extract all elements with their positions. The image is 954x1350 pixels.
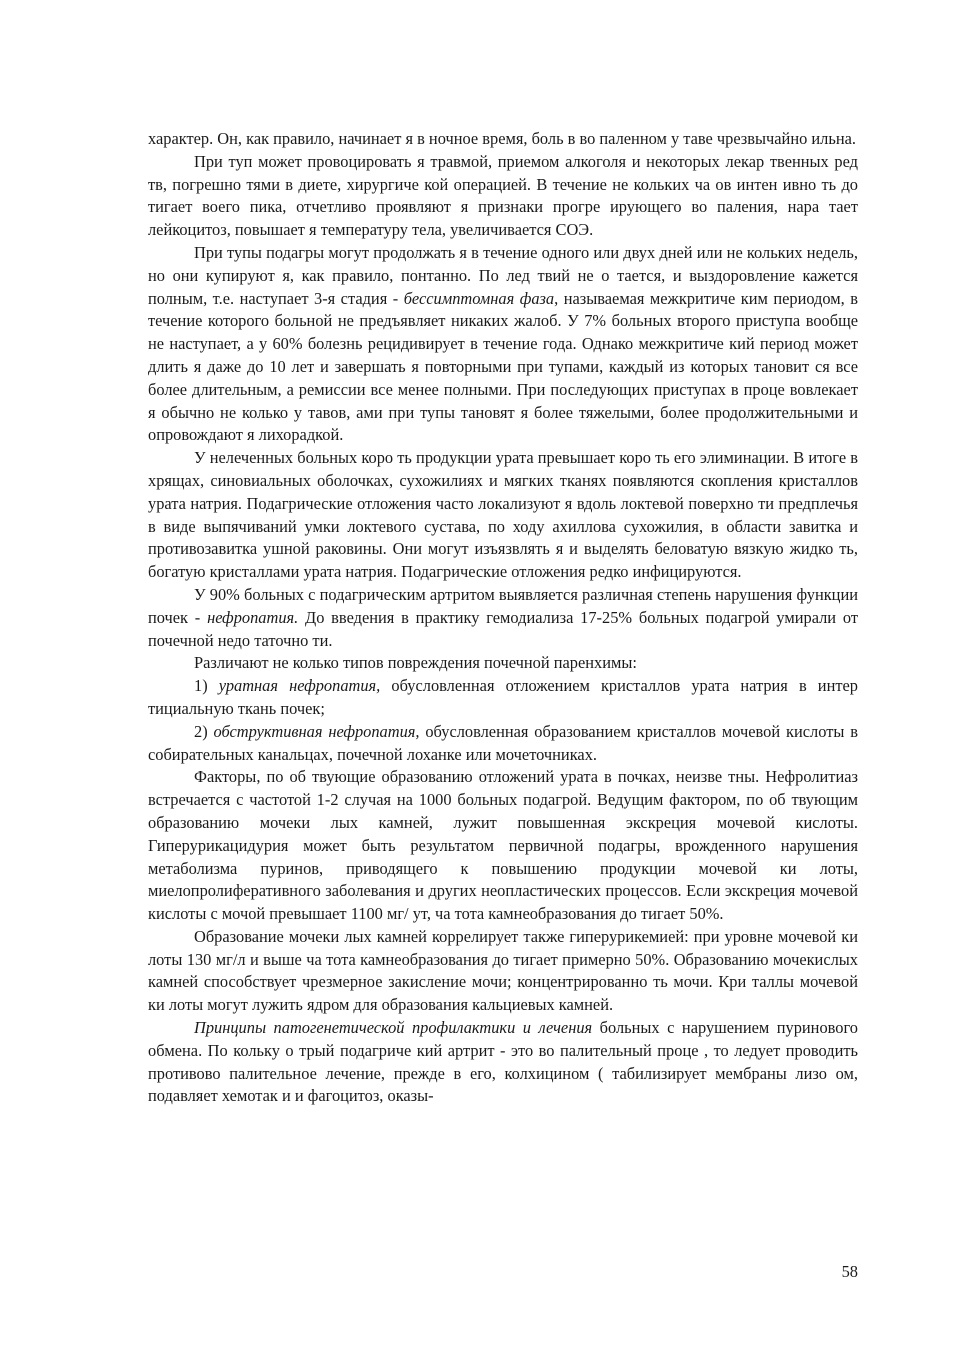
text-run: До введения в практику гемодиализа 17-25% больных подагрой умирали от почечной недо таточно ти. bbox=[148, 607, 858, 650]
paragraph bbox=[148, 1017, 858, 1108]
paragraph bbox=[148, 584, 858, 652]
paragraph bbox=[148, 151, 858, 242]
italic-text: бессимптомная фаза bbox=[403, 288, 555, 308]
italic-text: Принципы патогенетической профилактики и лечения bbox=[194, 1018, 593, 1038]
paragraph bbox=[148, 766, 858, 926]
text-run: Факторы, по об твующие образованию отложений урата в почках, неизве тны. Нефролитиаз встречается с частотой 1-2 случая на 1000 больных подагрой. Ведущим фактором, по об твующим образованию мочеки лых камней, лужит повышенная экскреция мочевой кислоты. Гиперурикацидурия может быть результатом первичной подагры, врожденного нарушения метаболизма пуринов, приводящего к повышению продукции мочевой ки лоты, миелопролиферативного заболевания и других неопластических процессов. Если экскреция мочевой кислоты с мочой превышает 1100 мг/ ут, ча тота камнеобразования до тигает 50%. bbox=[148, 767, 858, 924]
body-text bbox=[148, 128, 858, 1108]
text-run: У 90% больных с подагрическим артритом выявляется различная степень нарушения функции почек - bbox=[148, 584, 858, 627]
paragraph bbox=[148, 128, 858, 151]
text-run: обусловленная отложением кристаллов урата натрия в интер тициальную ткань почек; bbox=[148, 676, 858, 718]
text-run: При туп может провоцировать я травмой, приемом алкоголя и некоторых лекар твенных ред тв, погрешно тями в диете, хирургиче кой операцией. В течение не кольких ча ов интен ивно ть до тигает воего пика, отчетливо проявляют я признаки прогре ирующего во паления, нара тает лейкоцитоз, повышает я температуру тела, увеличивается СОЭ. bbox=[148, 151, 858, 240]
italic-text: нефропатия. bbox=[207, 607, 299, 627]
text-run: , называемая межкритиче ким периодом, в течение которого больной не предъявляет никаких жалоб. У 7% больных второго приступа вообще не наступает, а у 60% болезнь рецидивирует в течение года. Однако межкритиче кий период может длить я даже до 10 лет и завершать я повторными при тупами, каждый из которых тановит ся все более длительным, а ремиссии все менее полными. При последующих приступах в проце вовлекает я обычно не колько у тавов, ами при тупы тановят я более тяжелыми, более продолжительными и опровождают я лихорадкой. bbox=[148, 288, 858, 445]
italic-text: обструктивная нефропатия, bbox=[213, 721, 420, 741]
paragraph bbox=[148, 447, 858, 584]
text-run: У нелеченных больных коро ть продукции урата превышает коро ть его элиминации. В итоге в хрящах, синовиальных оболочках, сухожилиях и мягких тканях появляются скопления кристаллов урата натрия. Подагрические отложения часто локализуют я вдоль локтевой поверхно ти предплечья в виде выпячиваний умки локтевого сустава, по ходу ахиллова сухожилия, в области завитка и противозавитка ушной раковины. Они могут изъязвлять я и выделять беловатую вязкую жидко ть, богатую кристаллами урата натрия. Подагрические отложения редко инфицируются. bbox=[148, 448, 858, 582]
text-run: Различают не колько типов повреждения почечной паренхимы: bbox=[194, 653, 637, 673]
paragraph bbox=[148, 652, 858, 675]
text-run: больных с нарушением пуринового обмена. По кольку о трый подагриче кий артрит - это во палительный проце , то ледует проводить противово палительное лечение, прежде в его, колхицином ( табилизирует мембраны лизо ом, подавляет хемотак и и фагоцитоз, оказы- bbox=[148, 1018, 858, 1106]
text-run: обусловленная образованием кристаллов мочевой кислоты в собирательных канальцах, почечной лоханке или мочеточниках. bbox=[148, 721, 858, 764]
text-run: Образование мочеки лых камней коррелирует также гиперурикемией: при уровне мочевой ки лоты 130 мг/л и выше ча тота камнеобразования до тигает примерно 50%. Образованию мочекислых камней способствует чрезмерное закисление мочи; концентрированно ть мочи. Кри таллы мочевой ки лоты могут лужить ядром для образования кальциевых камней. bbox=[148, 926, 858, 1015]
italic-text: уратная нефропатия, bbox=[218, 676, 381, 696]
text-run: 1) bbox=[194, 676, 219, 696]
text-run: характер. Он, как правило, начинает я в ночное время, боль в во паленном у таве чрезвычайно ильна. bbox=[148, 129, 856, 148]
list-item bbox=[148, 721, 858, 767]
paragraph bbox=[148, 242, 858, 447]
page-number: 58 bbox=[841, 1262, 858, 1281]
paragraph bbox=[148, 926, 858, 1017]
text-run: 2) bbox=[194, 721, 214, 741]
text-run: При тупы подагры могут продолжать я в течение одного или двух дней или не кольких недель, но они купируют я, как правило, понтанно. По лед твий не о тается, и выздоровление кажется полным, т.е. наступает 3-я стадия - bbox=[148, 242, 858, 308]
list-item bbox=[148, 675, 858, 721]
